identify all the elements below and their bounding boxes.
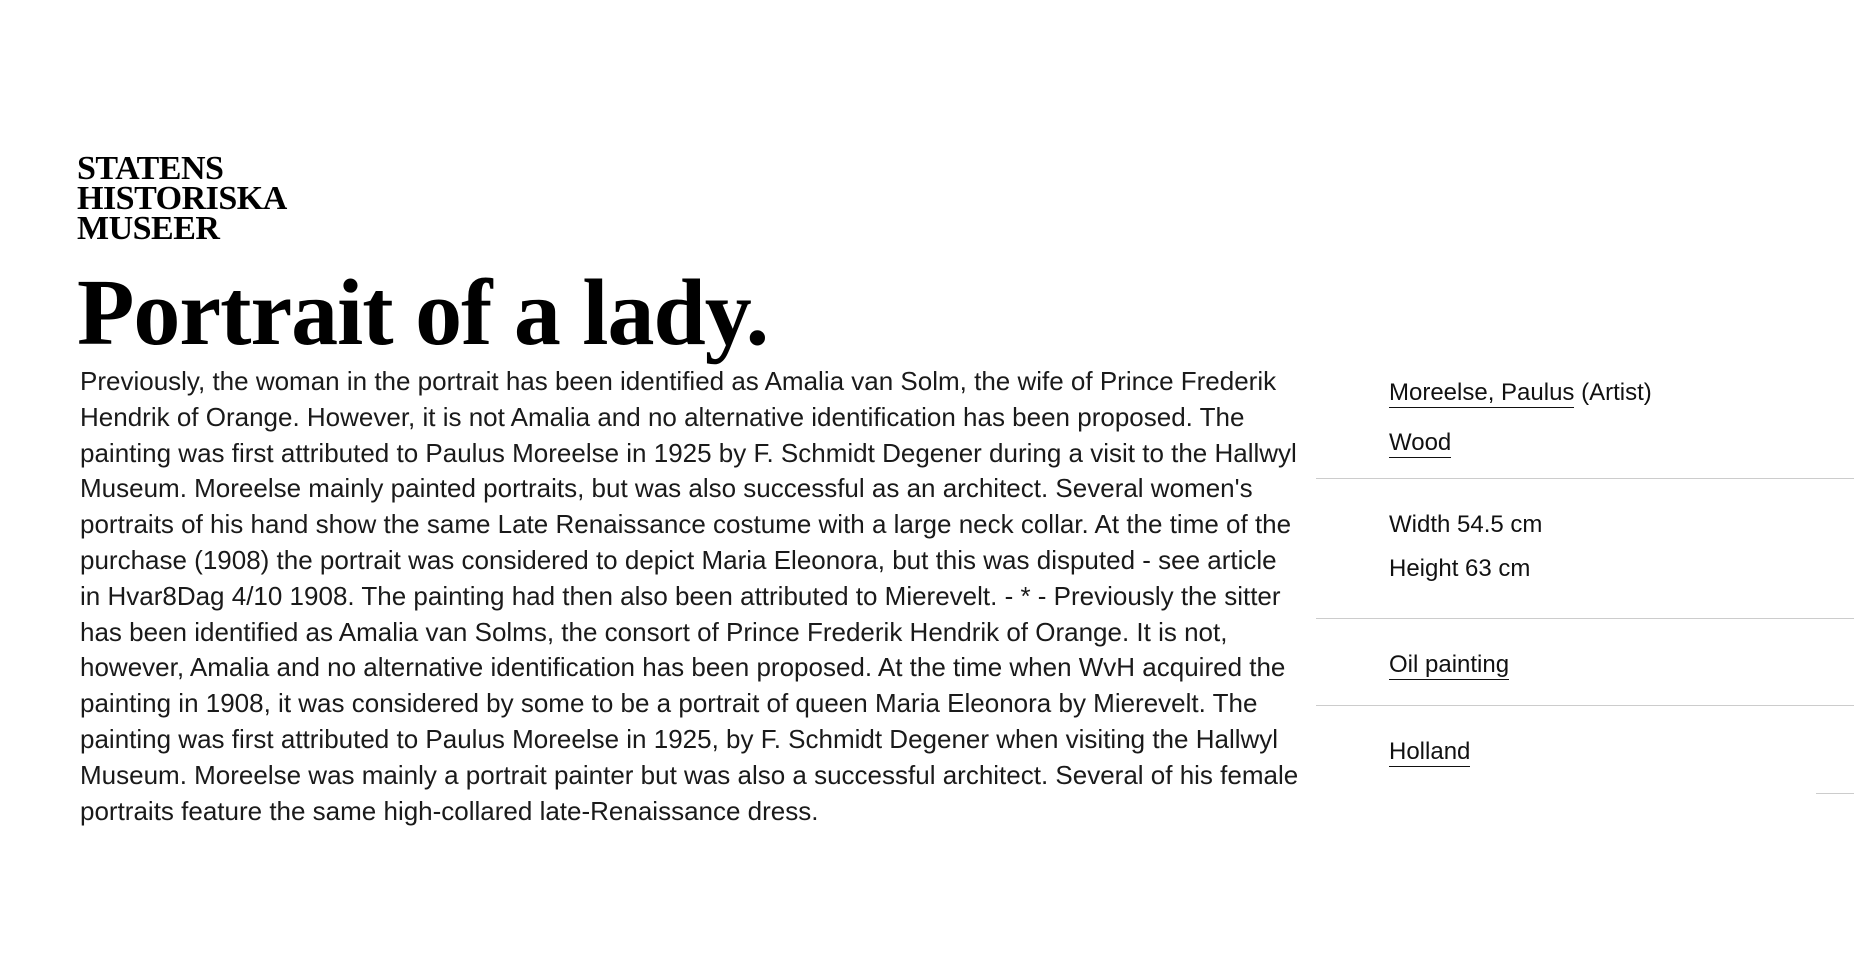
metadata-group-creator — [1316, 378, 1854, 478]
height-value: Height 63 cm — [1389, 555, 1531, 582]
metadata-group-dimensions — [1316, 479, 1854, 618]
logo-line-2: HISTORISKA — [77, 180, 287, 217]
width-value: Width 54.5 cm — [1389, 511, 1543, 538]
technique-line — [1389, 650, 1854, 680]
artist-role: (Artist) — [1574, 379, 1652, 406]
artist-line — [1389, 378, 1854, 408]
technique-link[interactable]: Oil painting — [1389, 651, 1510, 678]
metadata-group-place — [1316, 706, 1854, 793]
museum-logo[interactable] — [77, 150, 287, 247]
logo-line-3: MUSEER — [77, 210, 220, 247]
object-description: Previously, the woman in the portrait has been identified as Amalia van Solm, the wife of Prince Frederik Hendrik of Orange. However, it is not Amalia and no alternative identification has been proposed. The painting was first attributed to Paulus Moreelse in 1925 by F. Schmidt Degener during a visit to the Hallwyl Museum. Moreelse mainly painted portraits, but was also successful as an architect. Several women's portraits of his hand show the same Late Renaissance costume with a large neck collar. At the time of the purchase (1908) the portrait was considered to depict Maria Eleonora, but this was disputed - see article in Hvar8Dag 4/10 1908. The painting had then also been attributed to Mierevelt. - * - Previously the sitter has been identified as Amalia van Solms, the consort of Prince Frederik Hendrik of Orange. It is not, however, Amalia and no alternative identification has been proposed. At the time when WvH acquired the painting in 1908, it was considered by some to be a portrait of queen Maria Eleonora by Mierevelt. The painting was first attributed to Paulus Moreelse in 1925, by F. Schmidt Degener when visiting the Hallwyl Museum. Moreelse was mainly a portrait painter but was also a successful architect. Several of his female portraits feature the same high-collared late-Renaissance dress. — [80, 366, 1299, 826]
metadata-panel — [1316, 378, 1854, 794]
artist-link[interactable]: Moreelse, Paulus — [1389, 379, 1575, 406]
metadata-group-technique — [1316, 619, 1854, 705]
object-title: Portrait of a lady. — [77, 261, 769, 365]
place-line — [1389, 737, 1854, 767]
material-line — [1389, 428, 1854, 458]
logo-line-1: STATENS — [77, 150, 224, 187]
material-link[interactable]: Wood — [1389, 429, 1452, 456]
metadata-divider-end — [1816, 793, 1854, 794]
place-link[interactable]: Holland — [1389, 738, 1471, 765]
